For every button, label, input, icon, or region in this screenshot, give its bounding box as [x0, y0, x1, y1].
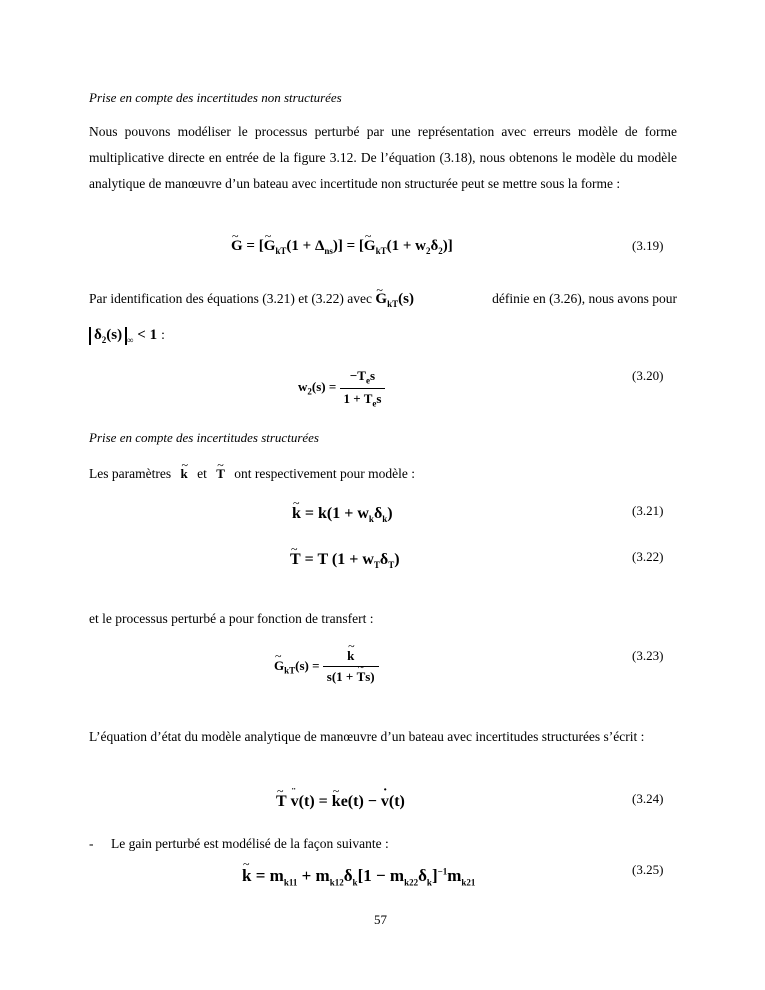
equation-number-3-23: (3.23) — [632, 648, 664, 663]
bullet-dash: - — [89, 836, 94, 851]
equation-3-22: ~ T = T $(1 + w_T\delta_T)$ — [290, 551, 400, 570]
equation-3-20: $w_2(s)$ = $\frac{-T_es}{1 + T_es}$ — [298, 368, 385, 408]
equation-3-23: ~ $G_{kT}(s)$ = ~ $\frac{k}{s(1 + \sim Ts)}$ — [274, 648, 379, 685]
paragraph-2-line-1 — [89, 286, 677, 317]
equation-number-3-19: (3.19) — [632, 238, 664, 253]
paragraph-3-after: ont respectivement pour modèle : — [234, 466, 415, 481]
equation-number-3-25: (3.25) — [632, 862, 664, 877]
equation-3-21: ~ $k = k(1 + w_k\delta_k)$ — [292, 505, 393, 524]
paragraph-3 — [89, 461, 415, 487]
inline-T-tilde: ~ T — [216, 466, 225, 481]
equation-number-3-24: (3.24) — [632, 791, 664, 806]
paragraph-4: et le processus perturbé a pour fonction de transfert : — [89, 611, 374, 626]
norm-condition: $\delta_2(s) _\infty < 1$ : — [89, 322, 165, 348]
equation-3-19: ~ G = [~ $G_{kT}(1 + \Delta_{ns})$] = [~ $G_{kT}(1 + w_2\delta_2)$] — [231, 238, 453, 256]
paragraph-3-mid: et — [197, 466, 207, 481]
section-heading-unstructured: Prise en compte des incertitudes non structurées — [89, 90, 342, 105]
equation-number-3-22: (3.22) — [632, 549, 664, 564]
paragraph-2-before: Par identification des équations (3.21) et (3.22) avec — [89, 291, 373, 306]
inline-math-Gkt: ~ $G_{kT}(s)$ — [375, 291, 414, 307]
paragraph-3-before: Les paramètres — [89, 466, 172, 481]
equation-3-24: ~ T ¨ v(t) = ~ ke(t) − · v(t) — [276, 793, 405, 811]
paragraph-2-colon: : — [161, 327, 165, 342]
page-number: 57 — [374, 912, 387, 927]
equation-3-25: ~ $k = m_{k11} + m_{k12}\delta_k[1 - m_{k22}\delta_k]^{-1}m_{k21}$ — [242, 866, 475, 887]
equation-number-3-20: (3.20) — [632, 368, 664, 383]
section-heading-structured: Prise en compte des incertitudes structurées — [89, 430, 319, 445]
bullet-text: Le gain perturbé est modélisé de la façon suivante : — [111, 836, 389, 851]
paragraph-2-after: définie en (3.26), nous avons pour — [492, 291, 677, 306]
equation-number-3-21: (3.21) — [632, 503, 664, 518]
inline-k-tilde: ~ k — [180, 466, 187, 481]
paragraph-1: Nous pouvons modéliser le processus perturbé par une représentation avec erreurs modèle de forme multiplicative directe en entrée de la figure 3.12. De l’équation (3.18), nous obtenons le modèle du modèle analytique de manœuvre d’un bateau avec incertitude non structurée peut se mettre sous la forme : — [89, 124, 677, 191]
paragraph-5: L’équation d’état du modèle analytique de manœuvre d’un bateau avec incertitudes structurées s’écrit : — [89, 729, 645, 744]
